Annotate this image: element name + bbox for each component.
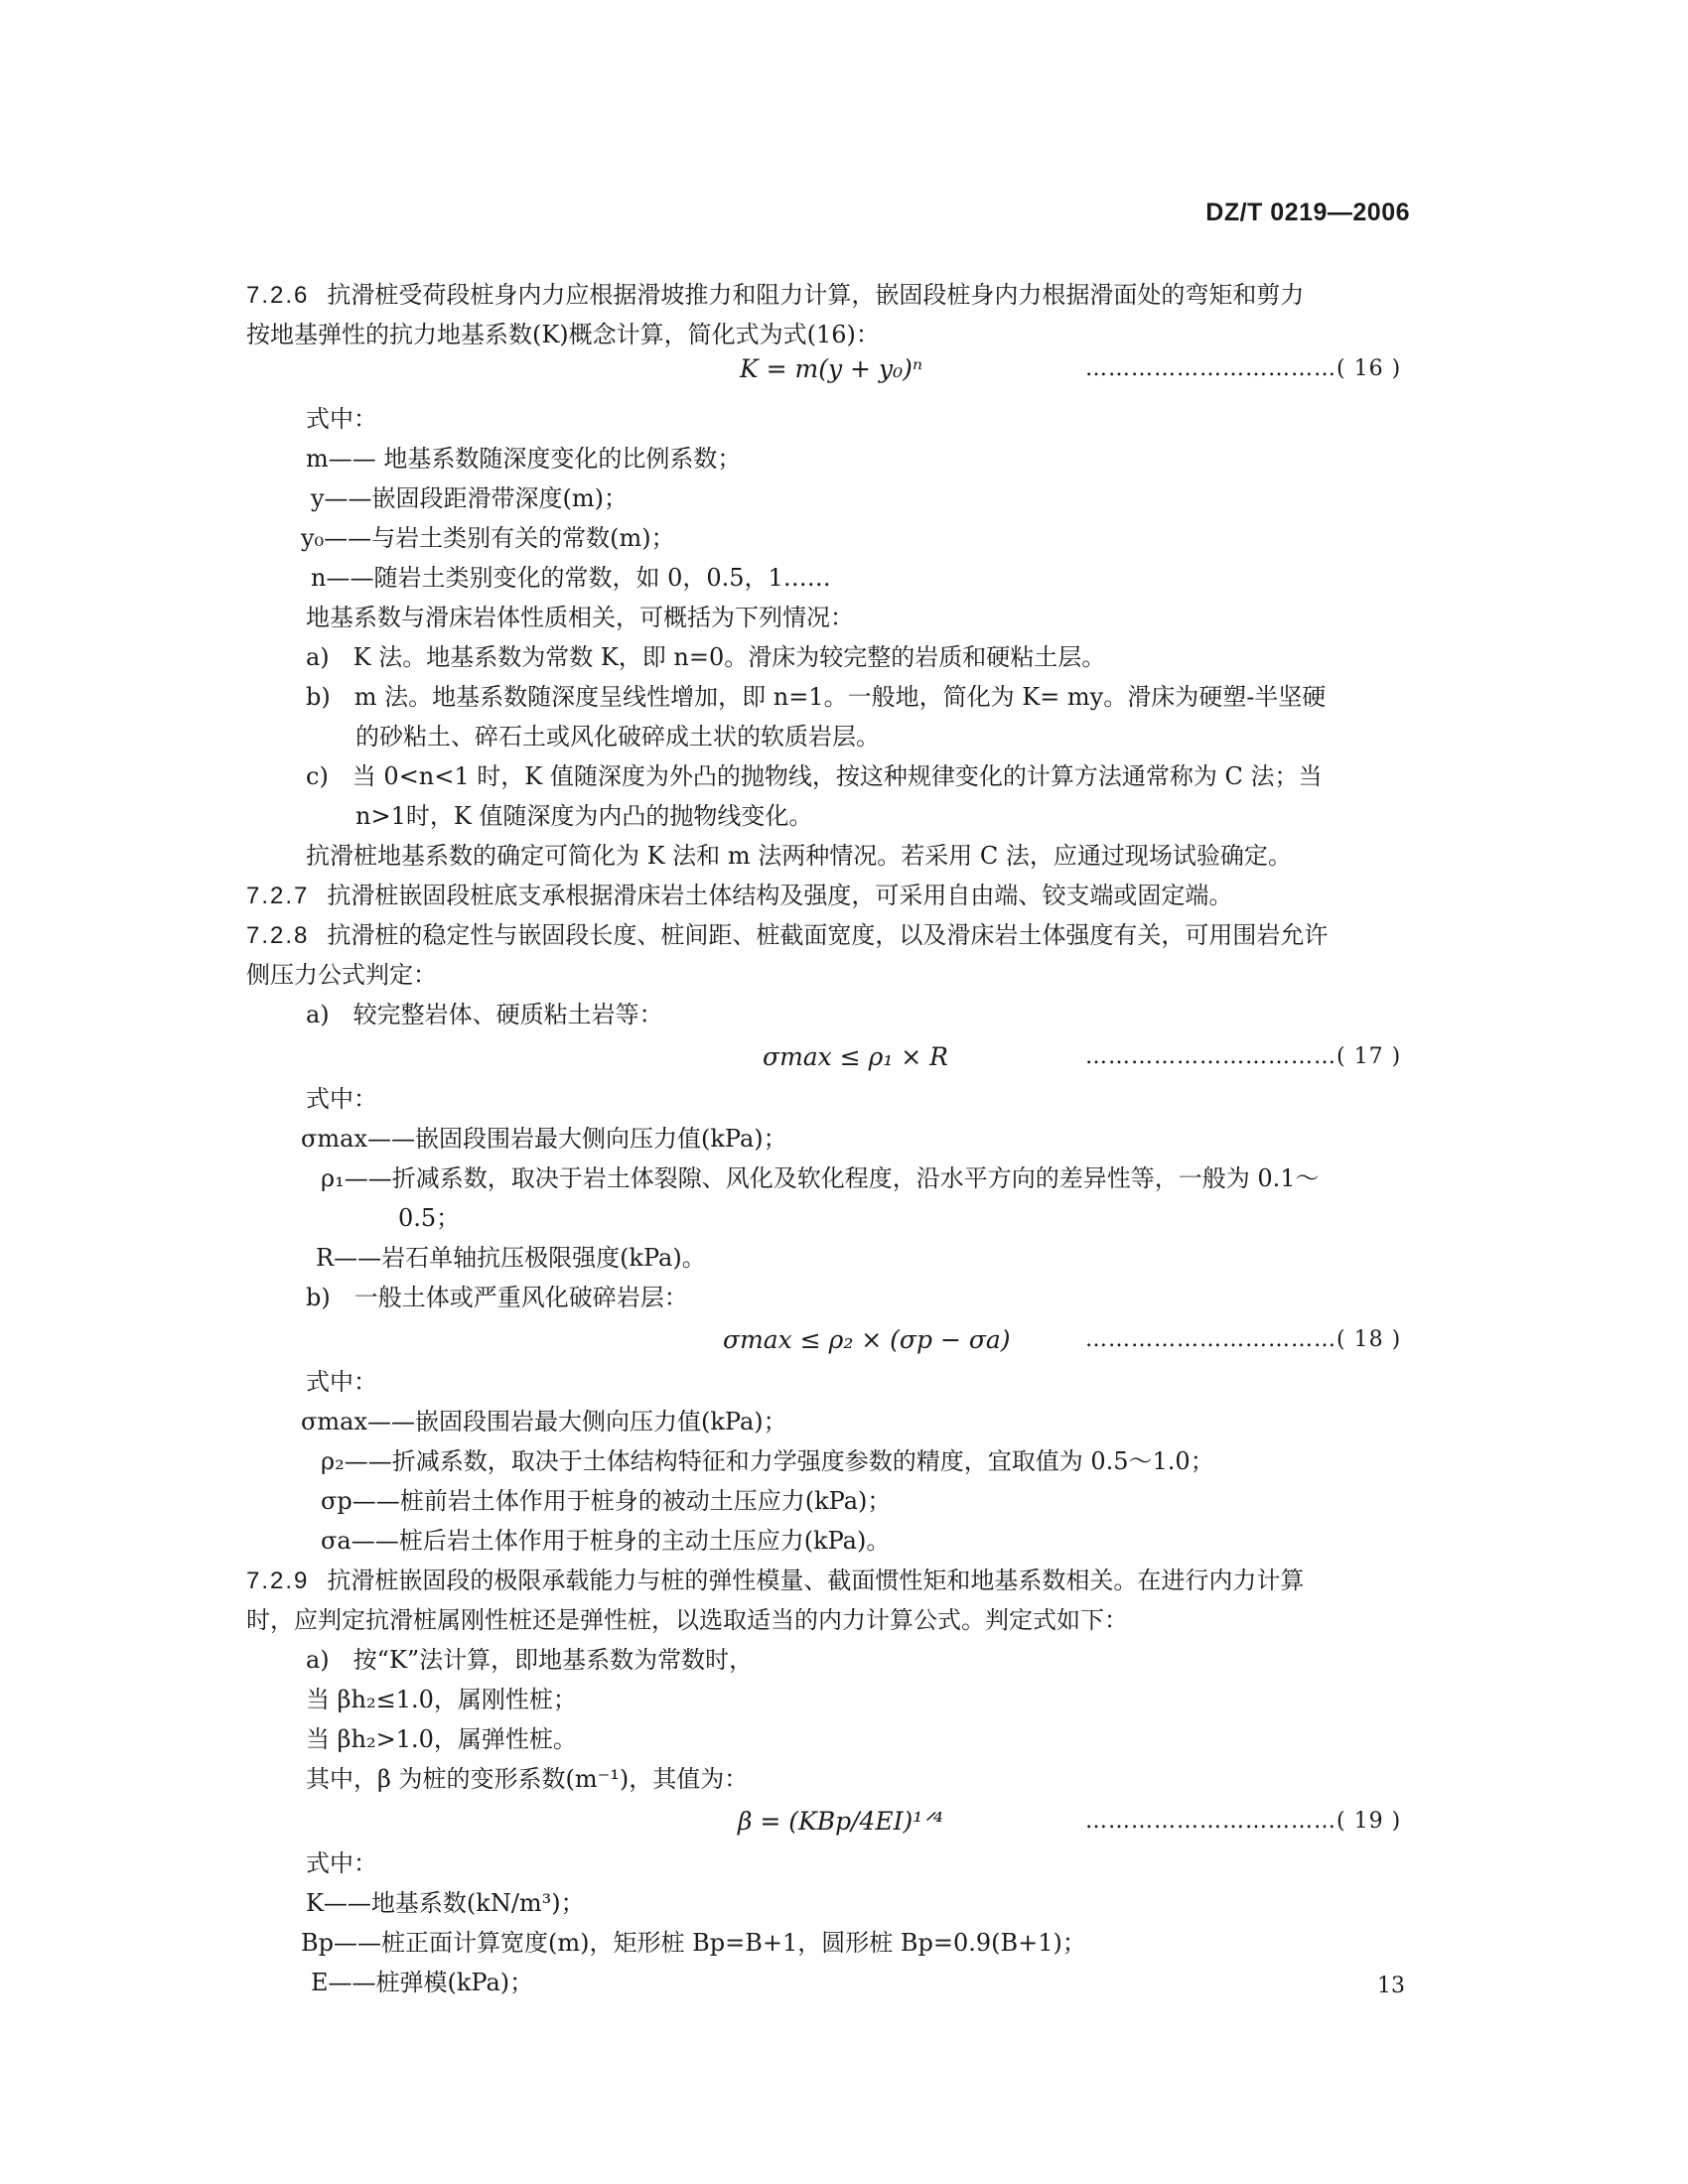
text-line bbox=[246, 318, 880, 351]
section-number: 7.2.7 bbox=[246, 883, 310, 909]
text-line bbox=[321, 1444, 1214, 1478]
text-line bbox=[398, 1201, 460, 1235]
text-line bbox=[301, 521, 675, 555]
text-line bbox=[306, 759, 1322, 793]
line-text: 侧压力公式判定： bbox=[246, 961, 437, 989]
line-text: σmax——嵌固段围岩最大侧向压力值(kPa)； bbox=[301, 1125, 787, 1153]
line-text: 式中： bbox=[306, 1849, 377, 1877]
text-line bbox=[306, 1365, 377, 1399]
line-text: 抗滑桩嵌固段的极限承载能力与桩的弹性模量、截面惯性矩和地基系数相关。在进行内力计算 bbox=[327, 1567, 1305, 1594]
text-line bbox=[355, 799, 812, 833]
text-line bbox=[321, 1524, 890, 1558]
line-text: 当 βh₂≤1.0，属刚性桩； bbox=[306, 1686, 577, 1713]
equation-number-label: ( 19 ) bbox=[1336, 1809, 1402, 1834]
text-line bbox=[306, 601, 854, 634]
text-line bbox=[306, 1683, 577, 1716]
text-line bbox=[246, 958, 437, 992]
equation-formula: K = m(y + y₀)ⁿ bbox=[740, 354, 922, 383]
text-line bbox=[301, 1405, 787, 1438]
text-line bbox=[321, 1161, 1320, 1195]
text-line bbox=[306, 839, 1292, 873]
line-text: σp——桩前岩土体作用于桩身的被动土压应力(kPa)； bbox=[321, 1487, 892, 1515]
section-number: 7.2.8 bbox=[246, 922, 310, 949]
text-line bbox=[306, 1643, 753, 1677]
line-text: ρ₁——折减系数，取决于岩土体裂隙、风化及软化程度，沿水平方向的差异性等，一般为 0.1～ bbox=[321, 1164, 1320, 1192]
line-text: a) K 法。地基系数为常数 K，即 n=0。滑床为较完整的岩质和硬粘土层。 bbox=[306, 643, 1106, 671]
line-text: 地基系数与滑床岩体性质相关，可概括为下列情况： bbox=[306, 604, 854, 631]
line-text: 抗滑桩受荷段桩身内力应根据滑坡推力和阻力计算，嵌固段桩身内力根据滑面处的弯矩和剪力 bbox=[327, 281, 1305, 309]
line-text: E——桩弹模(kPa)； bbox=[311, 1969, 534, 1996]
equation-number bbox=[1085, 352, 1401, 386]
text-line bbox=[246, 879, 1232, 913]
line-text: y₀——与岩土类别有关的常数(m)； bbox=[301, 524, 675, 552]
equation-number bbox=[1085, 1323, 1401, 1357]
standard-code-header: DZ/T 0219—2006 bbox=[1205, 199, 1410, 226]
text-line bbox=[301, 1926, 1086, 1960]
page-number: 13 bbox=[1377, 1974, 1405, 1998]
line-text: 抗滑桩地基系数的确定可简化为 K 法和 m 法两种情况。若采用 C 法，应通过现场试验确定。 bbox=[306, 842, 1292, 870]
text-line bbox=[306, 1886, 585, 1920]
text-line bbox=[311, 1966, 533, 1999]
text-line bbox=[355, 720, 880, 753]
text-line bbox=[306, 998, 663, 1031]
line-text: 抗滑桩嵌固段桩底支承根据滑床岩土体结构及强度，可采用自由端、铰支端或固定端。 bbox=[327, 882, 1233, 909]
text-line bbox=[306, 680, 1326, 714]
leader-dots: …………………………… bbox=[1085, 356, 1336, 381]
equation-number bbox=[1085, 1805, 1401, 1839]
line-text: b) 一般土体或严重风化破碎岩层： bbox=[306, 1284, 688, 1311]
line-text: 时，应判定抗滑桩属刚性桩还是弹性桩，以选取适当的内力计算公式。判定式如下： bbox=[246, 1606, 1128, 1634]
line-text: K——地基系数(kN/m³)； bbox=[306, 1889, 585, 1917]
line-text: c) 当 0<n<1 时，K 值随深度为外凸的抛物线，按这种规律变化的计算方法通常称为 C 法；当 bbox=[306, 762, 1323, 790]
line-text: 按地基弹性的抗力地基系数(K)概念计算，简化式为式(16)： bbox=[246, 321, 880, 348]
text-line bbox=[306, 640, 1105, 674]
text-line bbox=[306, 1762, 748, 1796]
line-text: n>1时，K 值随深度为内凸的抛物线变化。 bbox=[355, 802, 813, 830]
line-text: R——岩石单轴抗压极限强度(kPa)。 bbox=[316, 1244, 706, 1272]
line-text: a) 较完整岩体、硬质粘土岩等： bbox=[306, 1001, 663, 1028]
line-text: 抗滑桩的稳定性与嵌固段长度、桩间距、桩截面宽度，以及滑床岩土体强度有关，可用围岩允许 bbox=[327, 921, 1329, 949]
text-line bbox=[246, 1564, 1304, 1598]
line-text: 的砂粘土、碎石土或风化破碎成土状的软质岩层。 bbox=[355, 723, 880, 751]
line-text: 式中： bbox=[306, 405, 377, 433]
text-line bbox=[246, 918, 1328, 953]
equation-number-label: ( 18 ) bbox=[1336, 1327, 1402, 1352]
leader-dots: …………………………… bbox=[1085, 1809, 1336, 1834]
equation-formula: β = (KBp/4EI)¹ᐟ⁴ bbox=[738, 1807, 943, 1836]
line-text: 0.5； bbox=[398, 1204, 461, 1232]
line-text: a) 按“K”法计算，即地基系数为常数时， bbox=[306, 1646, 754, 1674]
line-text: Bp——桩正面计算宽度(m)，矩形桩 Bp=B+1，圆形桩 Bp=0.9(B+1)； bbox=[301, 1929, 1086, 1957]
leader-dots: …………………………… bbox=[1085, 1044, 1336, 1069]
text-line bbox=[306, 1281, 688, 1314]
text-line bbox=[306, 1082, 377, 1116]
line-text: ρ₂——折减系数，取决于土体结构特征和力学强度参数的精度，宜取值为 0.5～1.0； bbox=[321, 1447, 1214, 1475]
text-line bbox=[306, 402, 377, 436]
line-text: m—— 地基系数随深度变化的比例系数； bbox=[306, 445, 742, 473]
line-text: b) m 法。地基系数随深度呈线性增加，即 n=1。一般地，简化为 K= my。滑床为硬塑-半坚硬 bbox=[306, 683, 1327, 711]
line-text: σmax——嵌固段围岩最大侧向压力值(kPa)； bbox=[301, 1408, 787, 1435]
line-text: 当 βh₂>1.0，属弹性桩。 bbox=[306, 1725, 577, 1753]
line-text: y——嵌固段距滑带深度(m)； bbox=[311, 484, 629, 512]
equation-number-label: ( 17 ) bbox=[1336, 1044, 1402, 1069]
line-text: n——随岩土类别变化的常数，如 0，0.5，1…… bbox=[311, 564, 831, 592]
line-text: 其中，β 为桩的变形系数(m⁻¹)，其值为： bbox=[306, 1765, 749, 1793]
section-number: 7.2.6 bbox=[246, 282, 310, 309]
text-line bbox=[246, 1603, 1128, 1637]
text-line bbox=[246, 278, 1304, 313]
line-text: σa——桩后岩土体作用于桩身的主动土压应力(kPa)。 bbox=[321, 1527, 891, 1555]
leader-dots: …………………………… bbox=[1085, 1327, 1336, 1352]
equation-number-label: ( 16 ) bbox=[1336, 356, 1402, 381]
section-number: 7.2.9 bbox=[246, 1568, 310, 1594]
text-line bbox=[321, 1484, 891, 1518]
text-line bbox=[306, 1846, 377, 1880]
text-line bbox=[311, 481, 628, 515]
line-text: 式中： bbox=[306, 1368, 377, 1396]
line-text: 式中： bbox=[306, 1085, 377, 1113]
text-line bbox=[306, 442, 741, 476]
text-line bbox=[316, 1241, 706, 1275]
equation-formula: σmax ≤ ρ₁ × R bbox=[763, 1042, 948, 1071]
text-line bbox=[301, 1122, 787, 1156]
equation-number bbox=[1085, 1040, 1401, 1074]
text-line bbox=[306, 1722, 577, 1756]
equation-formula: σmax ≤ ρ₂ × (σp − σa) bbox=[723, 1325, 1011, 1354]
text-line bbox=[311, 561, 831, 595]
